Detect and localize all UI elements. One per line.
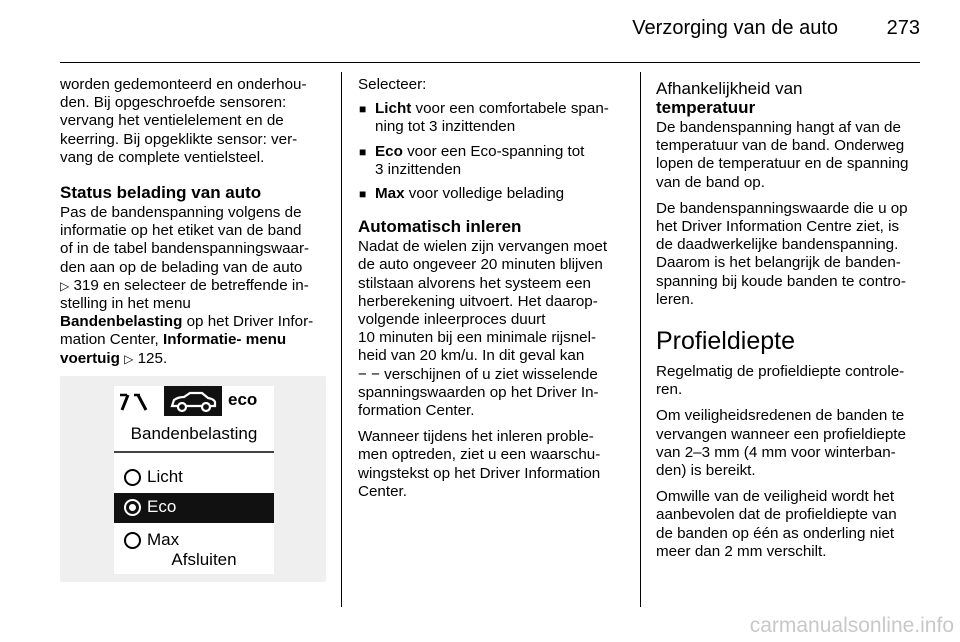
page-number: 273 bbox=[886, 17, 920, 39]
watermark: carmanualsonline.info bbox=[749, 614, 954, 637]
paragraph-temperature: De bandenspanning hangt af van de temperatuur van de band. Onderweg lopen de temperatuur en de spanning van de band op. bbox=[656, 119, 909, 191]
column-divider bbox=[640, 72, 641, 607]
exit-option[interactable]: Afsluiten bbox=[171, 550, 237, 569]
bullet-icon: ■ bbox=[359, 102, 367, 117]
list-item: ■ Max voor volledige belading bbox=[359, 185, 565, 203]
option-eco-selected[interactable]: Eco bbox=[114, 493, 274, 523]
paragraph-dic-value: De bandenspanningswaarde die u op het Driver Information Centre ziet, is de daadwerkelijke bandenspanning. Daarom is het belangrijk de banden- spanning bij koude banden te contro- leren. bbox=[656, 199, 908, 308]
display-screen bbox=[114, 386, 274, 574]
paragraph-learn-problems: Wanneer tijdens het inleren proble- men optreden, ziet u een waarschu- wingstekst op het Driver Information Center. bbox=[358, 428, 601, 500]
radio-icon bbox=[124, 532, 141, 549]
heading-temperature: Afhankelijkheid van temperatuur bbox=[656, 79, 803, 117]
page-ref-arrow-icon: ▷ bbox=[124, 351, 134, 366]
column-3 bbox=[656, 76, 936, 569]
tab-eco[interactable]: eco bbox=[228, 390, 258, 409]
menu-title: Bandenbelasting bbox=[130, 424, 258, 443]
option-max[interactable]: Max bbox=[114, 526, 274, 556]
tire-pressure-icon bbox=[118, 392, 160, 412]
column-divider bbox=[341, 72, 342, 607]
bullet-icon: ■ bbox=[359, 187, 367, 202]
paragraph-load-status: Pas de bandenspanning volgens de informatie op het etiket van de band of in de tabel bandenspanningswaar- den aan op de belading van de auto ▷ 319 en selecteer de betreffende in- stelling in het menu Bandenbelasting op het Driver Infor- mation Center, Informatie- menu voertuig ▷ 125. bbox=[60, 204, 314, 367]
column-2 bbox=[358, 76, 628, 509]
paragraph-replace-tires: Om veiligheidsredenen de banden te vervangen wanneer een profieldiepte van 2–3 mm (4 mm voor winterban- den) is bereikt. bbox=[656, 407, 906, 480]
radio-icon bbox=[124, 469, 141, 486]
paragraph-check-tread: Regelmatig de profieldiepte controle- ren. bbox=[656, 363, 905, 399]
heading-load-status: Status belading van auto bbox=[60, 183, 262, 203]
radio-selected-icon bbox=[124, 499, 141, 516]
list-item: ■ Licht voor een comfortabele span- ning tot 3 inzittenden bbox=[359, 100, 609, 136]
display-tab-bar bbox=[114, 386, 274, 416]
paragraph-valve: worden gedemonteerd en onderhou- den. Bij opgeschroefde sensoren: vervang het ventielelement en de keerring. Bij opgeklikte sensor: ver- vang de complete ventielsteel. bbox=[60, 76, 307, 166]
heading-auto-learn: Automatisch inleren bbox=[358, 217, 522, 237]
paragraph-tread-difference: Omwille van de veiligheid wordt het aanbevolen dat de profieldiepte van de banden op één as onderling niet meer dan 2 mm verschilt. bbox=[656, 488, 897, 560]
page-header bbox=[60, 0, 920, 63]
list-item: ■ Eco voor een Eco-spanning tot 3 inzittenden bbox=[359, 142, 585, 178]
paragraph-auto-learn: Nadat de wielen zijn vervangen moet de auto ongeveer 20 minuten blijven stilstaan alvorens het systeem een herberekening uitvoert. Het daarop- volgende inleerproces duurt 10 minuten bij een minimale rijsnel- heid van 20 km/u. In dit geval kan − − verschijnen of u ziet wisselende spanningswaarden op het Driver In- formation Center. bbox=[358, 238, 608, 420]
section-title-tread-depth: Profieldiepte bbox=[656, 327, 795, 356]
tab-vehicle-selected[interactable] bbox=[164, 386, 222, 416]
display-illustration bbox=[60, 376, 326, 582]
menu-divider bbox=[114, 451, 274, 453]
car-icon bbox=[164, 386, 222, 416]
bullet-icon: ■ bbox=[359, 144, 367, 159]
page-ref-arrow-icon: ▷ bbox=[60, 278, 70, 293]
option-light[interactable]: Licht bbox=[114, 463, 274, 493]
page-title: Verzorging van de auto bbox=[632, 17, 838, 39]
select-intro: Selecteer: bbox=[358, 76, 427, 93]
column-1 bbox=[60, 76, 332, 376]
